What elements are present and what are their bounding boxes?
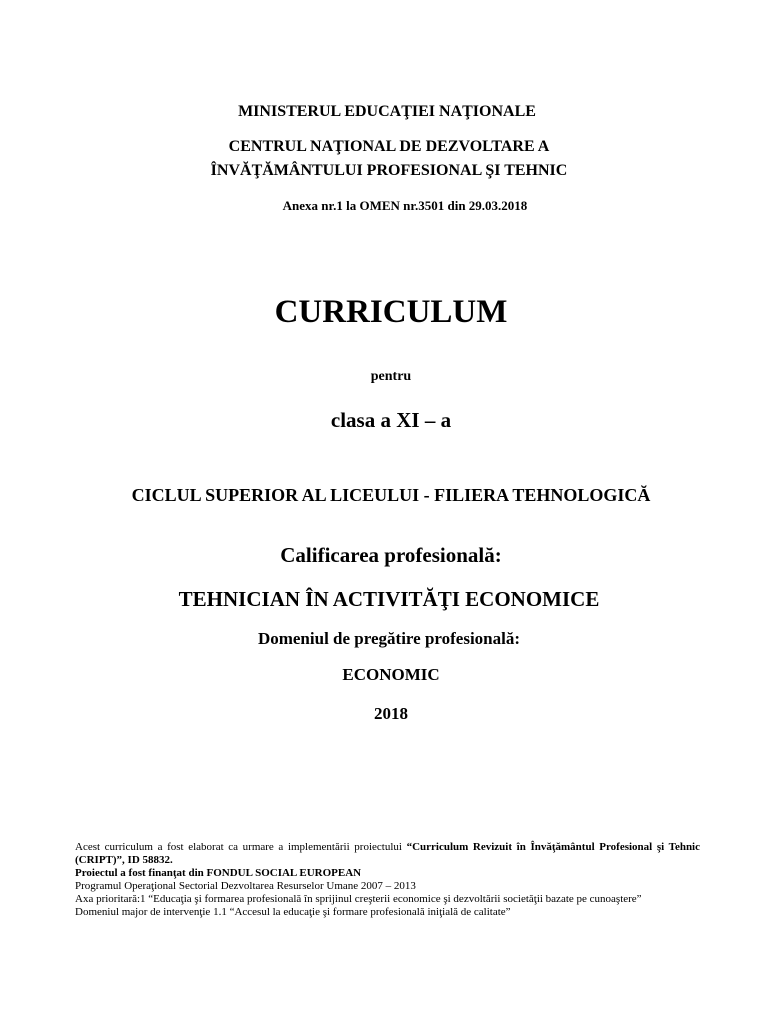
footer-program-line: Programul Operaţional Sectorial Dezvoltarea Resurselor Umane 2007 – 2013 bbox=[75, 880, 416, 892]
qualification-label: Calificarea profesională: bbox=[280, 543, 502, 567]
cycle-heading: CICLUL SUPERIOR AL LICEULUI - FILIERA TEHNOLOGICĂ bbox=[131, 485, 651, 505]
class-label: clasa a XI – a bbox=[330, 408, 452, 432]
qualification-value: TEHNICIAN ÎN ACTIVITĂŢI ECONOMICE bbox=[178, 587, 600, 611]
footer-project-name: “Curriculum Revizuit în Învăţământul Profesional şi Tehnic (CRIPT)”, ID 58832. bbox=[75, 841, 700, 866]
document-year: 2018 bbox=[374, 704, 408, 723]
footer-intervention-line: Domeniul major de intervenţie 1.1 “Accesul la educaţie şi formare profesională iniţială de calitate” bbox=[75, 906, 511, 918]
center-heading-line1: CENTRUL NAŢIONAL DE DEZVOLTARE A bbox=[228, 138, 550, 155]
footer-axis-line: Axa prioritară:1 “Educaţia şi formarea profesională în sprijinul creşterii economice şi dezvoltării societăţii bazate pe cunoaştere” bbox=[75, 893, 642, 905]
domain-value: ECONOMIC bbox=[342, 665, 440, 684]
footer-project-paragraph bbox=[75, 841, 700, 867]
document-title: CURRICULUM bbox=[274, 294, 508, 330]
footer-project-intro: Acest curriculum a fost elaborat ca urmare a implementării proiectului bbox=[75, 841, 407, 853]
domain-label: Domeniul de pregătire profesională: bbox=[257, 629, 521, 648]
center-heading-line2: ÎNVĂŢĂMÂNTULUI PROFESIONAL ŞI TEHNIC bbox=[210, 162, 568, 179]
ministry-heading: MINISTERUL EDUCAŢIEI NAŢIONALE bbox=[238, 103, 536, 120]
footer-funding-line bbox=[75, 867, 700, 880]
funding-footer bbox=[75, 841, 700, 919]
for-label: pentru bbox=[370, 369, 412, 384]
annex-reference: Anexa nr.1 la OMEN nr.3501 din 29.03.2018 bbox=[282, 198, 528, 213]
footer-funding-text: Proiectul a fost finanţat din FONDUL SOCIAL EUROPEAN bbox=[75, 867, 362, 879]
